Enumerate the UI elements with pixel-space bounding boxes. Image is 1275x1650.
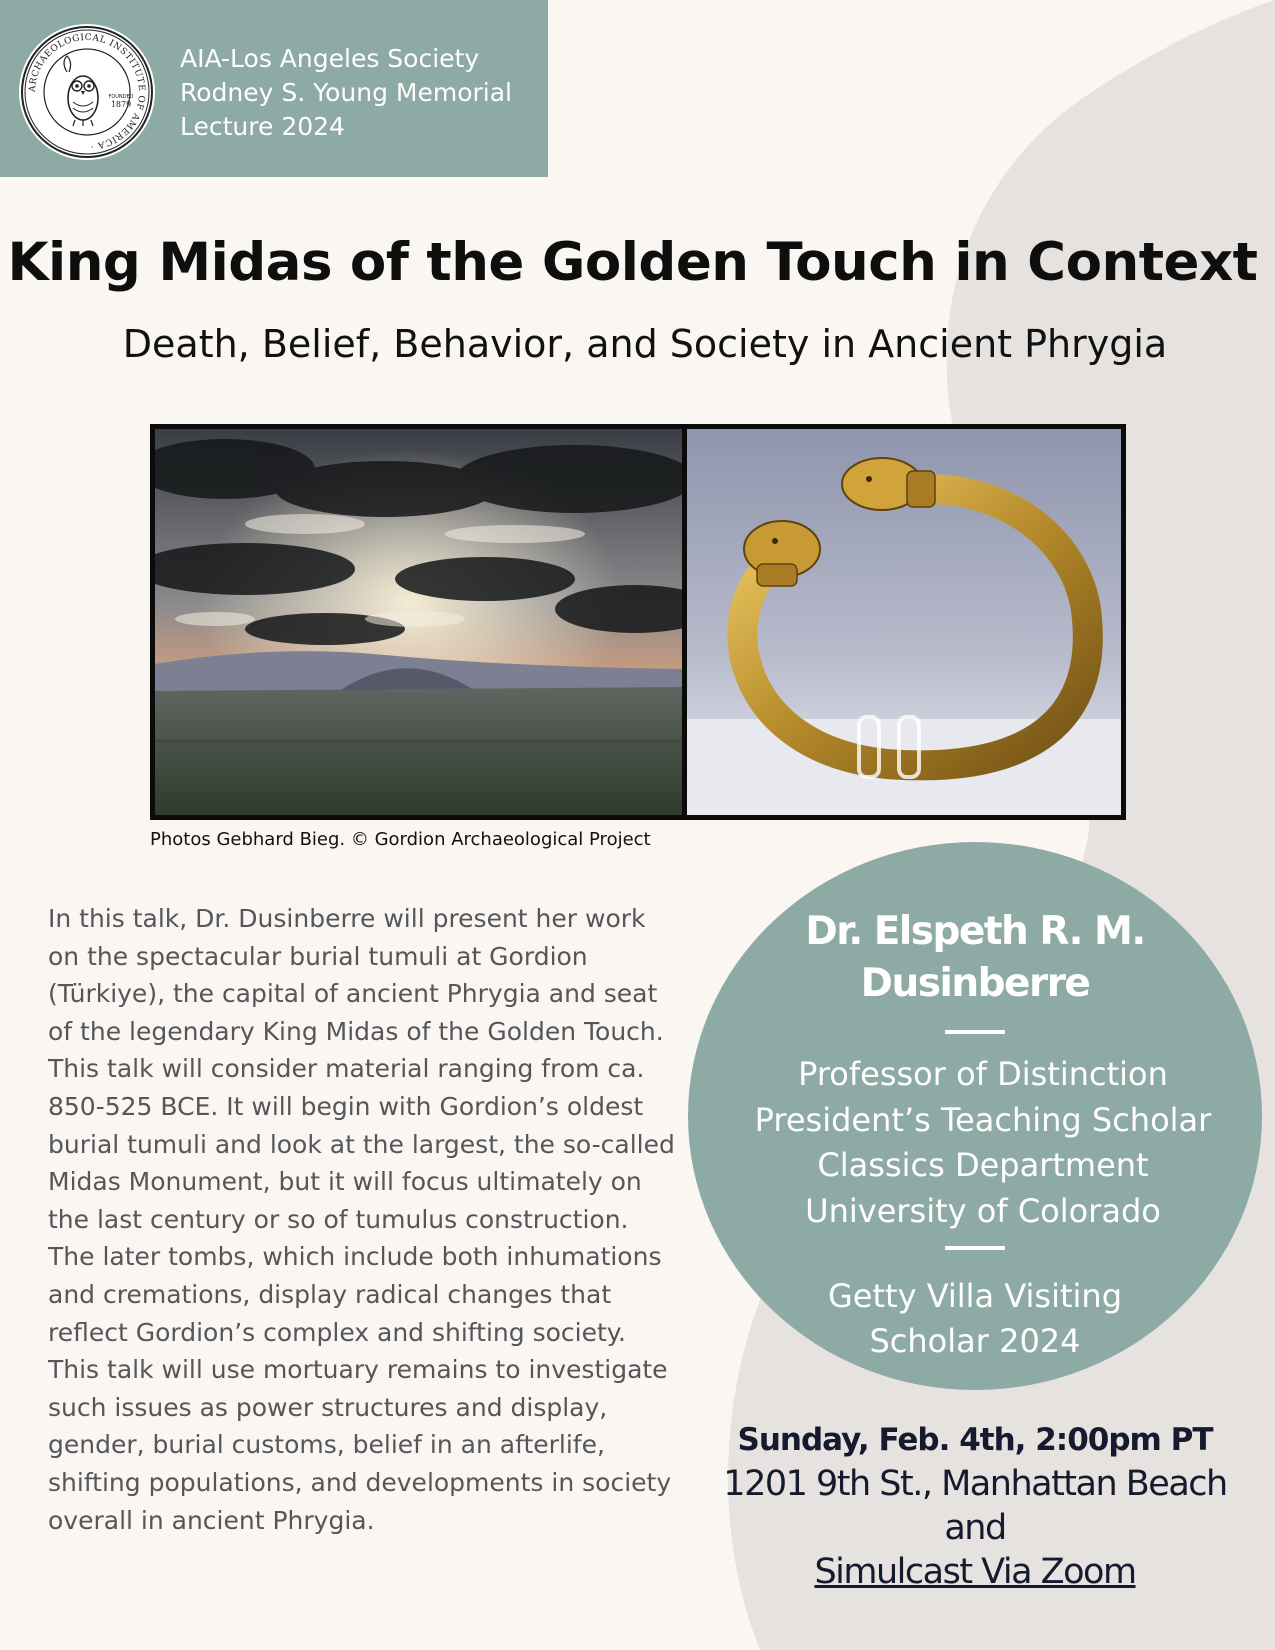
event-and: and	[944, 1508, 1006, 1548]
page-subtitle: Death, Belief, Behavior, and Society in Ancient Phrygia	[122, 322, 1168, 366]
speaker-title-1: Professor of Distinction	[798, 1055, 1168, 1093]
society-name: AIA-Los Angeles Society	[180, 44, 480, 73]
lecture-description: In this talk, Dr. Dusinberre will present her work on the spectacular burial tumuli at Gordion (Türkiye), the capital of ancient Phrygia and seat of the legendary King Midas of the Golden Touch. This talk will consider material ranging from ca. 850-525 BCE. It will begin with Gordion’s oldest burial tumuli and look at the largest, the so-called Midas Monument, but it will focus ultimately on the last century or so of tumulus construction. The later tombs, which include both inhumations and cremations, display radical changes that reflect Gordion’s complex and shifting society. This talk will use mortuary remains to investigate such issues as power structures and display, gender, burial customs, belief in an afterlife, shifting populations, and developments in society overall in ancient Phrygia.	[48, 904, 675, 1535]
photo-caption: Photos Gebhard Bieg. © Gordion Archaeological Project	[150, 829, 651, 850]
aia-seal-logo	[17, 22, 157, 162]
speaker-name	[688, 906, 1262, 1010]
event-details	[690, 1418, 1260, 1594]
speaker-name-line2: Dusinberre	[860, 961, 1090, 1006]
event-address: 1201 9th St., Manhattan Beach	[723, 1464, 1227, 1504]
svg-text:FOUNDED: FOUNDED	[108, 94, 134, 100]
lecture-year: Lecture 2024	[180, 112, 345, 141]
tumulus-landscape-photo	[155, 429, 682, 815]
svg-text:1879: 1879	[110, 100, 132, 109]
lecture-series-name: Rodney S. Young Memorial	[180, 78, 512, 107]
svg-text:ARCHAEOLOGICAL INSTITUTE OF AM: ARCHAEOLOGICAL INSTITUTE OF AMERICA ·	[27, 32, 147, 151]
visiting-line2: Scholar 2024	[869, 1322, 1081, 1360]
visiting-line1: Getty Villa Visiting	[828, 1277, 1122, 1315]
speaker-titles	[688, 1052, 1275, 1234]
visiting-scholar	[688, 1274, 1262, 1364]
page-title: King Midas of the Golden Touch in Context	[7, 232, 1258, 293]
speaker-name-line1: Dr. Elspeth R. M.	[805, 909, 1145, 954]
divider-top	[945, 1030, 1005, 1034]
divider-bottom	[945, 1246, 1005, 1250]
speaker-title-3: Classics Department	[817, 1146, 1149, 1184]
event-date: Sunday, Feb. 4th, 2:00pm PT	[737, 1422, 1213, 1458]
header-text	[180, 42, 512, 144]
gold-bracelet-photo	[687, 429, 1121, 815]
speaker-title-2: President’s Teaching Scholar	[754, 1100, 1212, 1139]
photo-panel	[150, 424, 1126, 820]
speaker-title-4: University of Colorado	[805, 1191, 1161, 1230]
zoom-simulcast-link[interactable]: Simulcast Via Zoom	[814, 1552, 1136, 1592]
header-banner	[0, 0, 548, 177]
